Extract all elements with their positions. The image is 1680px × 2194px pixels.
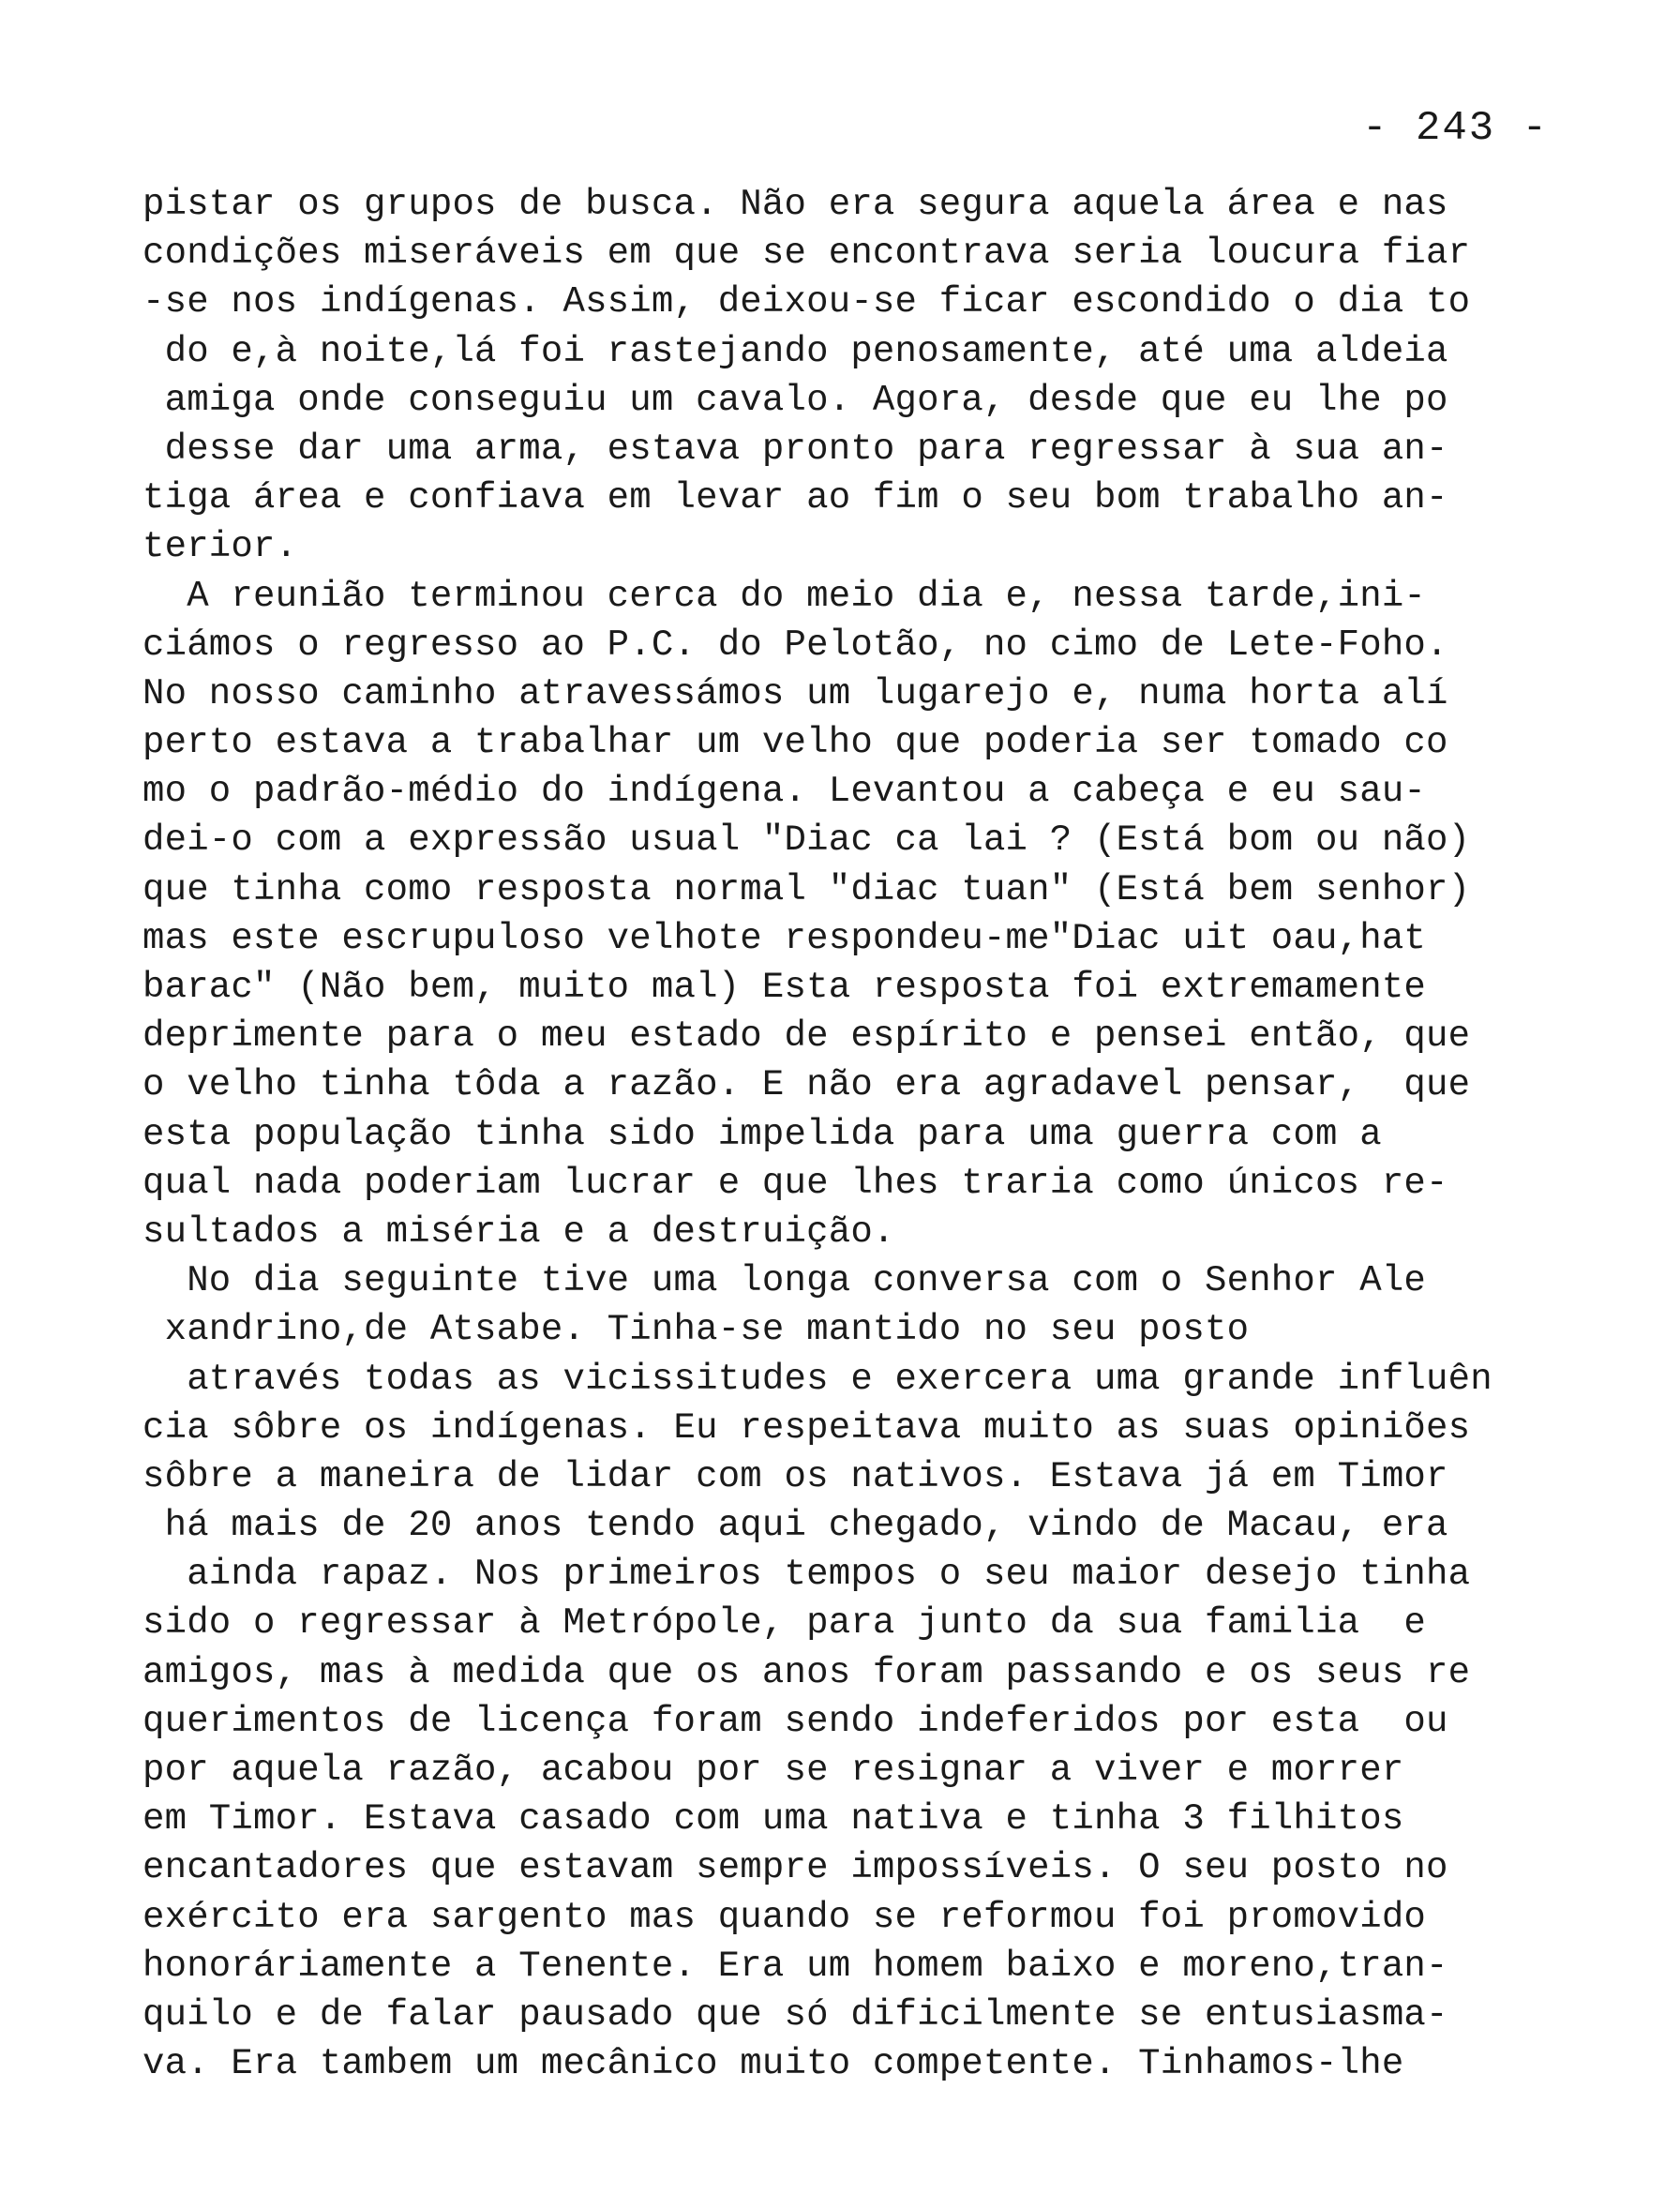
text-line: cia sôbre os indígenas. Eu respeitava muito as suas opiniões [142,1406,1471,1449]
text-line: quilo e de falar pausado que só dificilmente se entusiasma- [142,1993,1448,2036]
text-line: terior. [142,526,298,568]
text-line: deprimente para o meu estado de espírito e pensei então, que [142,1015,1471,1058]
text-line: mas este escrupuloso velhote respondeu-me"Diac uit oau,hat [142,917,1427,959]
text-line: por aquela razão, acabou por se resignar a viver e morrer [142,1750,1404,1791]
text-line: que tinha como resposta normal "diac tuan" (Está bem senhor) [142,868,1471,910]
text-line: do e,à noite,lá foi rastejando penosamente, até uma aldeia [142,330,1448,372]
text-line: encantadores que estavam sempre impossíveis. O seu posto no [142,1847,1448,1889]
text-line: exército era sargento mas quando se reformou foi promovido [142,1896,1427,1938]
text-line: qual nada poderiam lucrar e que lhes traria como únicos re- [142,1162,1448,1204]
text-line: No nosso caminho atravessámos um lugarejo e, numa horta alí [142,672,1448,714]
text-line: No dia seguinte tive uma longa conversa com o Senhor Ale [142,1260,1427,1302]
text-line: o velho tinha tôda a razão. E não era agradavel pensar, que [142,1064,1471,1106]
text-line: tiga área e confiava em levar ao fim o seu bom trabalho an- [142,477,1448,519]
text-line: em Timor. Estava casado com uma nativa e tinha 3 filhitos [142,1798,1404,1841]
text-line: honoráriamente a Tenente. Era um homem baixo e moreno,tran- [142,1945,1448,1987]
text-line: ciámos o regresso ao P.C. do Pelotão, no cimo de Lete-Foho. [142,624,1448,666]
text-line: sido o regressar à Metrópole, para junto da sua familia e [142,1602,1427,1645]
body-text [142,180,1549,2088]
text-line: amiga onde conseguiu um cavalo. Agora, desde que eu lhe po [142,379,1448,421]
text-line: condições miseráveis em que se encontrava seria loucura fiar [142,233,1471,275]
text-line: A reunião terminou cerca do meio dia e, nessa tarde,ini- [142,575,1427,617]
text-line: dei-o com a expressão usual "Diac ca lai ? (Está bom ou não) [142,819,1471,862]
page-number: - 243 - [1362,105,1549,152]
text-line: xandrino,de Atsabe. Tinha-se mantido no seu posto [142,1309,1250,1351]
text-line: amigos, mas à medida que os anos foram passando e os seus re [142,1651,1471,1693]
text-line: através todas as vicissitudes e exercera uma grande influên [142,1358,1492,1400]
text-line: mo o padrão-médio do indígena. Levantou a cabeça e eu sau- [142,771,1427,813]
text-line: pistar os grupos de busca. Não era segura aquela área e nas [142,184,1448,225]
text-line: desse dar uma arma, estava pronto para regressar à sua an- [142,428,1448,470]
text-line: querimentos de licença foram sendo indeferidos por esta ou [142,1700,1448,1742]
text-line: va. Era tambem um mecânico muito competente. Tinhamos-lhe [142,2043,1404,2085]
text-line: -se nos indígenas. Assim, deixou-se ficar escondido o dia to [142,281,1471,323]
text-line: esta população tinha sido impelida para uma guerra com a [142,1113,1382,1155]
text-line: barac" (Não bem, muito mal) Esta resposta foi extremamente [142,967,1427,1008]
text-line: há mais de 20 anos tendo aqui chegado, vindo de Macau, era [142,1505,1448,1547]
text-line: sultados a miséria e a destruição. [142,1210,895,1253]
text-line: ainda rapaz. Nos primeiros tempos o seu maior desejo tinha [142,1554,1471,1596]
text-line: sôbre a maneira de lidar com os nativos. Estava já em Timor [142,1455,1448,1497]
text-line: perto estava a trabalhar um velho que poderia ser tomado co [142,722,1448,764]
